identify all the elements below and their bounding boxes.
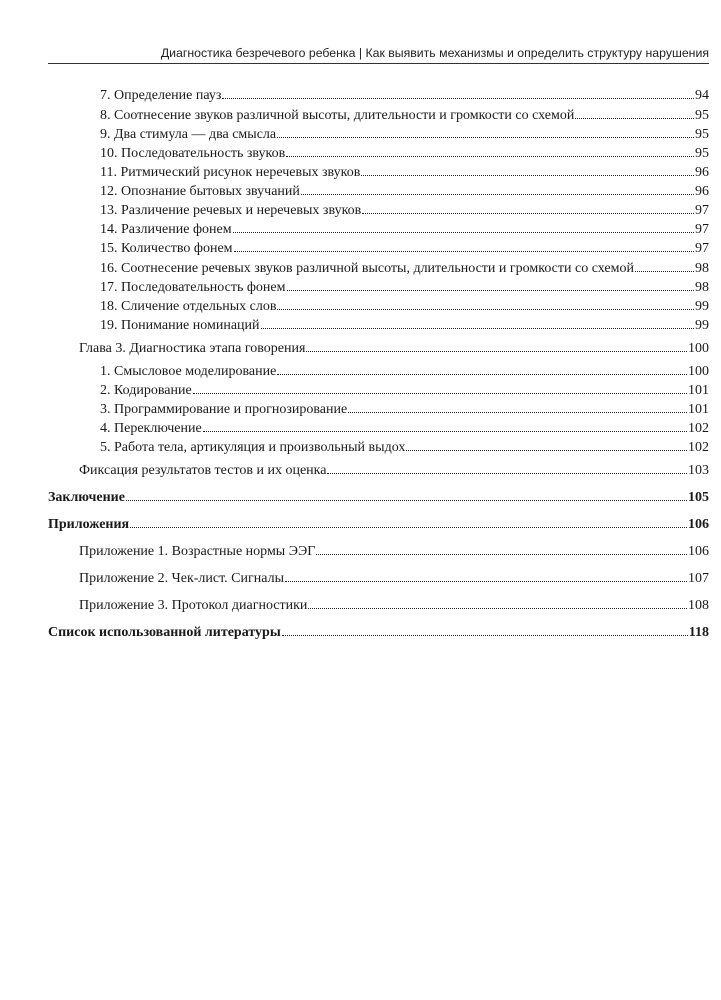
toc-entry-page: 99 [695, 299, 709, 314]
toc-entry [100, 87, 709, 104]
running-header: Диагностика безречевого ребенка | Как выявить механизмы и определить структуру нарушения [160, 46, 709, 60]
toc-entry [100, 382, 709, 399]
toc-entry [100, 260, 709, 277]
leader-dots [406, 447, 687, 451]
toc-entry [100, 126, 709, 143]
toc-entry-page: 107 [688, 571, 709, 586]
toc-entry [100, 401, 709, 418]
toc-entry-title: 13. Различение речевых и неречевых звуков [100, 203, 362, 218]
toc-entry [79, 543, 709, 560]
leader-dots [575, 115, 694, 119]
toc-entry-page: 102 [688, 421, 709, 436]
toc-entry-page: 100 [688, 341, 709, 356]
toc-entry-title: Фиксация результатов тестов и их оценка [79, 463, 327, 478]
toc-entry-section [48, 489, 709, 506]
leader-dots [316, 551, 687, 555]
leader-dots [635, 268, 694, 272]
toc-entry-title: 18. Сличение отдельных слов [100, 299, 277, 314]
leader-dots [130, 524, 687, 528]
leader-dots [277, 306, 694, 310]
toc-entry-page: 102 [688, 440, 709, 455]
toc-entry [100, 439, 709, 456]
leader-dots [308, 605, 687, 609]
toc-entry-page: 95 [695, 146, 709, 161]
toc-entry-title: Приложение 2. Чек-лист. Сигналы [79, 571, 284, 586]
leader-dots [277, 134, 694, 138]
toc-entry-title: 19. Понимание номинаций [100, 318, 260, 333]
toc-entry-title: 16. Соотнесение речевых звуков различной высоты, длительности и громкости со схемой [100, 261, 634, 276]
leader-dots [362, 210, 694, 214]
leader-dots [282, 632, 688, 636]
toc-entry-section [48, 624, 709, 641]
toc-entry-section [48, 516, 709, 533]
toc-entry-title: 1. Смысловое моделирование [100, 364, 277, 379]
toc-entry-page: 97 [695, 222, 709, 237]
toc-entry-page: 94 [695, 88, 709, 103]
leader-dots [361, 172, 694, 176]
toc-entry-page: 106 [688, 517, 709, 532]
toc-entry [79, 570, 709, 587]
leader-dots [203, 428, 687, 432]
toc-entry-title: Список использованной литературы [48, 625, 281, 640]
toc-entry-page: 96 [695, 165, 709, 180]
leader-dots [285, 578, 687, 582]
leader-dots [306, 348, 687, 352]
toc-entry-title: Заключение [48, 490, 125, 505]
leader-dots [301, 191, 694, 195]
toc-entry [100, 164, 709, 181]
toc-entry [100, 420, 709, 437]
toc-entry-title: 11. Ритмический рисунок неречевых звуков [100, 165, 361, 180]
toc-entry [79, 597, 709, 614]
toc-entry-title: 9. Два стимула — два смысла [100, 127, 277, 142]
leader-dots [233, 229, 694, 233]
leader-dots [126, 497, 687, 501]
toc-entry-title: Приложение 1. Возрастные нормы ЭЭГ [79, 544, 316, 559]
toc-entry [100, 240, 709, 257]
toc-entry [100, 279, 709, 296]
leader-dots [193, 390, 687, 394]
toc-entry-title: Приложение 3. Протокол диагностики [79, 598, 308, 613]
toc-entry-title: Глава 3. Диагностика этапа говорения [79, 341, 306, 356]
leader-dots [261, 325, 694, 329]
toc-entry-title: 8. Соотнесение звуков различной высоты, длительности и громкости со схемой [100, 108, 575, 123]
toc-entry-page: 101 [688, 402, 709, 417]
toc-entry-title: 7. Определение пауз [100, 88, 222, 103]
toc-entry [79, 462, 709, 479]
toc-entry-chapter [79, 340, 709, 357]
toc-entry-page: 98 [695, 261, 709, 276]
toc-entry-title: 2. Кодирование [100, 383, 192, 398]
toc-entry-page: 97 [695, 241, 709, 256]
toc-entry-title: Приложения [48, 517, 130, 532]
leader-dots [234, 248, 694, 252]
toc-entry-page: 95 [695, 108, 709, 123]
toc-entry-page: 105 [688, 490, 709, 505]
toc-entry-title: 4. Переключение [100, 421, 202, 436]
header-rule [48, 63, 709, 64]
leader-dots [348, 409, 687, 413]
toc-entry-page: 118 [688, 625, 709, 640]
toc-entry-page: 106 [688, 544, 709, 559]
toc-entry-title: 15. Количество фонем [100, 241, 233, 256]
toc-entry [100, 363, 709, 380]
toc-entry-title: 12. Опознание бытовых звучаний [100, 184, 300, 199]
leader-dots [222, 95, 694, 99]
toc-entry [100, 298, 709, 315]
toc-entry [100, 221, 709, 238]
toc-entry-title: 5. Работа тела, артикуляция и произвольный выдох [100, 440, 406, 455]
toc-entry-title: 10. Последовательность звуков [100, 146, 286, 161]
toc-entry [100, 183, 709, 200]
toc-entry-page: 96 [695, 184, 709, 199]
toc-entry [100, 317, 709, 334]
toc-entry-page: 99 [695, 318, 709, 333]
leader-dots [287, 287, 695, 291]
leader-dots [286, 153, 694, 157]
leader-dots [327, 470, 687, 474]
toc-entry-title: 17. Последовательность фонем [100, 280, 286, 295]
toc-entry-page: 100 [688, 364, 709, 379]
toc-entry-title: 14. Различение фонем [100, 222, 232, 237]
toc-entry-page: 108 [688, 598, 709, 613]
toc-entry-page: 95 [695, 127, 709, 142]
toc-entry-page: 103 [688, 463, 709, 478]
toc-entry [100, 202, 709, 219]
toc-entry [100, 107, 709, 124]
leader-dots [277, 371, 687, 375]
toc-entry-page: 97 [695, 203, 709, 218]
toc-entry-page: 101 [688, 383, 709, 398]
toc-entry-title: 3. Программирование и прогнозирование [100, 402, 348, 417]
toc-entry-page: 98 [695, 280, 709, 295]
toc-entry [100, 145, 709, 162]
